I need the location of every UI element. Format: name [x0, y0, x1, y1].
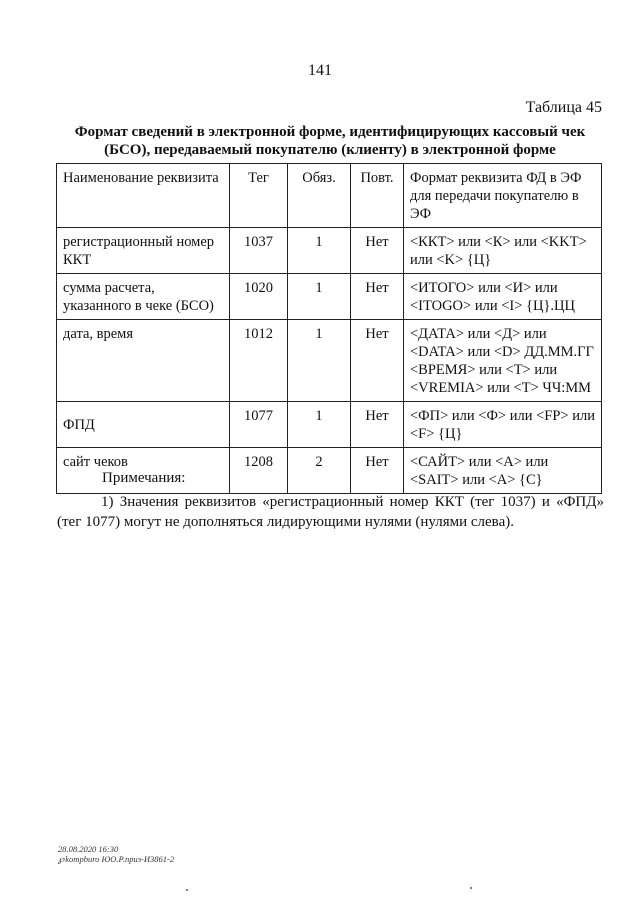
cell-required: 2 [288, 448, 351, 494]
scan-speck [470, 887, 472, 889]
header-format: Формат реквизита ФД в ЭФ для передачи покупателю в ЭФ [404, 164, 602, 228]
stamp-document [58, 854, 174, 865]
cell-repeat: Нет [351, 448, 404, 494]
cell-name: регистрационный номер ККТ [57, 228, 230, 274]
header-required: Обяз. [288, 164, 351, 228]
header-repeat: Повт. [351, 164, 404, 228]
cell-name: дата, время [57, 320, 230, 402]
stamp-document-ref: kompburo ЮО.Р.приз-И3861-2 [65, 854, 175, 864]
cell-format: <ФП> или <Ф> или <FP> или <F> {Ц} [404, 402, 602, 448]
cell-format: <ККТ> или <К> или <KKT> или <K> {Ц} [404, 228, 602, 274]
table-header-row [57, 164, 602, 228]
cell-required: 1 [288, 228, 351, 274]
table-row [57, 274, 602, 320]
cell-required: 1 [288, 274, 351, 320]
stamp-mark-icon: ℘ [58, 854, 65, 864]
cell-repeat: Нет [351, 320, 404, 402]
page-number: 141 [308, 62, 332, 79]
cell-tag: 1037 [230, 228, 288, 274]
table-row [57, 228, 602, 274]
cell-repeat: Нет [351, 228, 404, 274]
table-label: Таблица 45 [525, 99, 602, 116]
notes-title: Примечания: [102, 470, 186, 486]
cell-repeat: Нет [351, 274, 404, 320]
cell-name: сумма расчета, указанного в чеке (БСО) [57, 274, 230, 320]
header-name: Наименование реквизита [57, 164, 230, 228]
cell-repeat: Нет [351, 402, 404, 448]
scan-speck [186, 889, 188, 891]
table-row [57, 320, 602, 402]
cell-tag: 1012 [230, 320, 288, 402]
cell-format: <ДАТА> или <Д> или <DATA> или <D> ДД.ММ.ГГ <ВРЕМЯ> или <Т> или <VREMIA> или <T> ЧЧ:ММ [404, 320, 602, 402]
cell-format: <ИТОГО> или <И> или <ITOGO> или <I> {Ц}.ЦЦ [404, 274, 602, 320]
stamp-datetime: 28.08.2020 16:30 [58, 844, 119, 854]
header-tag: Тег [230, 164, 288, 228]
cell-format: <САЙТ> или <А> или <SAIT> или <A> {С} [404, 448, 602, 494]
cell-tag: 1208 [230, 448, 288, 494]
requisites-table [56, 163, 602, 494]
cell-required: 1 [288, 320, 351, 402]
table-row [57, 402, 602, 448]
cell-name: ФПД [57, 402, 230, 448]
table-title: Формат сведений в электронной форме, идентифицирующих кассовый чек (БСО), передаваемый покупателю (клиенту) в электронной форме [74, 124, 586, 158]
cell-tag: 1077 [230, 402, 288, 448]
cell-name: сайт чеков [57, 448, 230, 494]
cell-required: 1 [288, 402, 351, 448]
cell-tag: 1020 [230, 274, 288, 320]
note-item: 1) Значения реквизитов «регистрационный номер ККТ (тег 1037) и «ФПД» (тег 1077) могут не дополняться лидирующими нулями (нулями слева). [57, 494, 604, 530]
